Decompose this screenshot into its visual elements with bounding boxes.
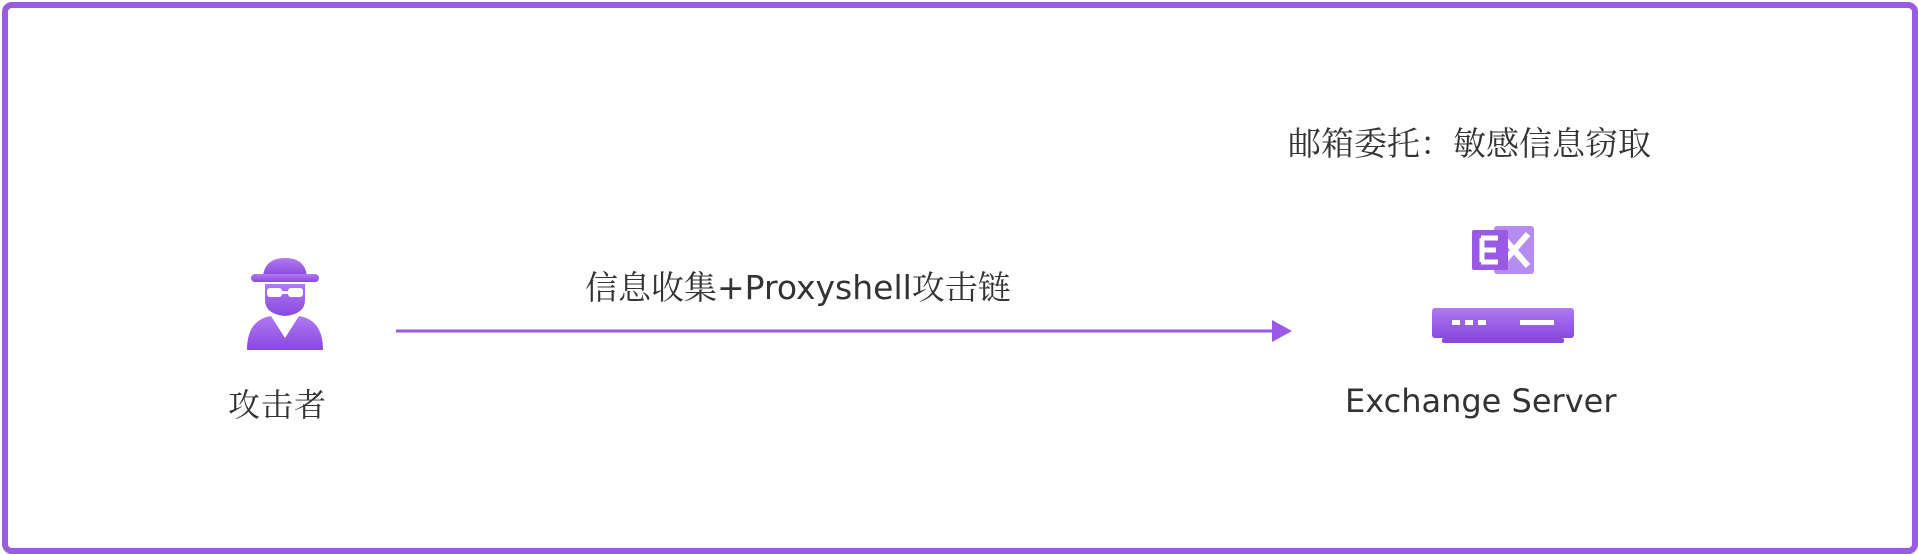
spy-icon (225, 250, 345, 350)
server-label: Exchange Server (1345, 382, 1617, 420)
flow-label: 信息收集+Proxyshell攻击链 (585, 268, 1011, 307)
server-icon (1432, 304, 1574, 344)
attacker-label: 攻击者 (228, 386, 328, 424)
exchange-logo-icon (1470, 220, 1540, 280)
arrow-right-icon (394, 316, 1294, 346)
delegation-label: 邮箱委托：敏感信息窃取 (1288, 124, 1651, 163)
